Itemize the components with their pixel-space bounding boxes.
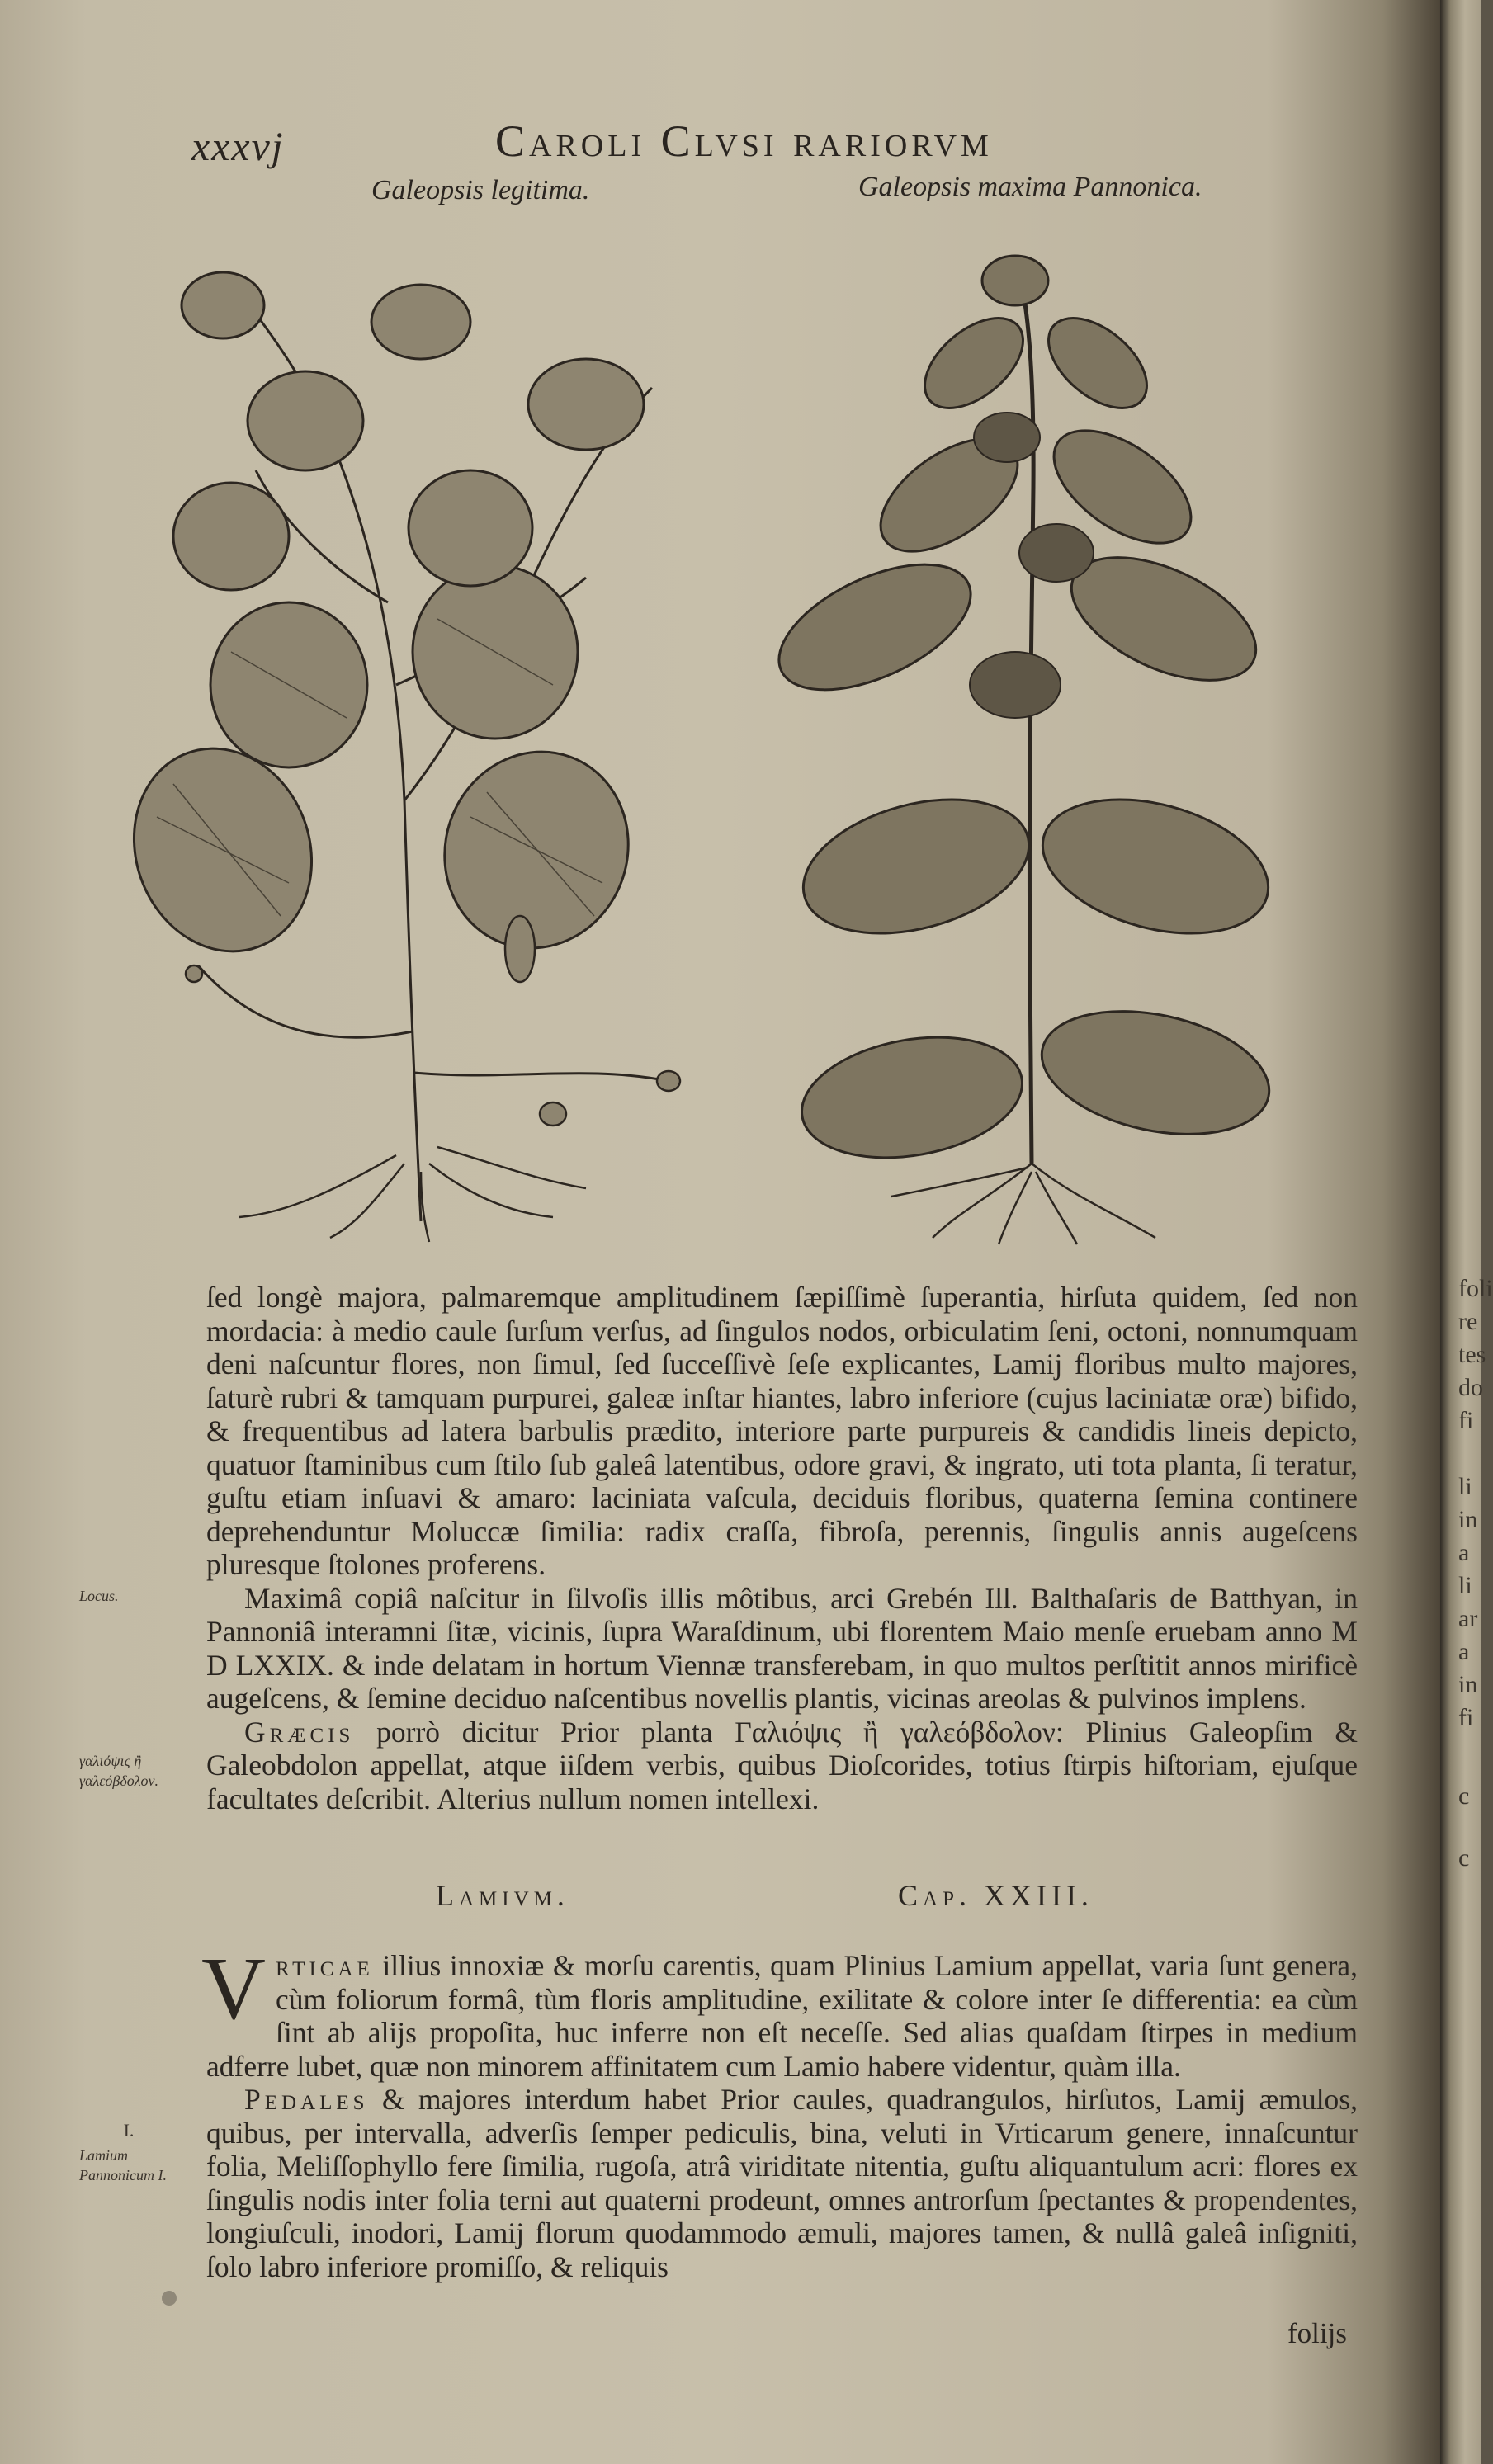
chapter-title: Lamivm. xyxy=(436,1879,569,1912)
pedales-lead-word: Pedales xyxy=(244,2083,369,2116)
edge-fragment: ar xyxy=(1458,1605,1478,1632)
edge-fragment: c xyxy=(1458,1844,1470,1872)
edge-fragment: in xyxy=(1458,1671,1478,1698)
greek-lead-word: Græcis xyxy=(244,1715,355,1749)
margin-note-greek: γαλιόψις ἢ γαλεόβδολον. xyxy=(79,1753,159,1789)
woodcut-galeopsis-legitima xyxy=(124,223,718,1246)
paragraph-locus: Maximâ copiâ naſcitur in ſilvoſis illis môtibus, arci Grebén Ill. Balthaſaris de Batthyan, in Pannoniâ interamni ſitæ, vicinis, ſupra Waraſdinum, ubi florentem Maio menſe eruebam anno M D LXXIX. & inde delatam in hortum Viennæ transferebam, in quo multos perſtitit annos mirificè augeſcens, & ſemine deciduo naſcentibus novellis plantis, vicinas areolas & pulvinos implens. xyxy=(206,1581,1358,1715)
figure-caption-left: Galeopsis legitima. xyxy=(371,175,590,205)
margin-note-locus: Locus. xyxy=(79,1588,119,1604)
page-header xyxy=(0,116,1440,182)
catchword: folijs xyxy=(1287,2317,1347,2349)
edge-fragment: re xyxy=(1458,1308,1478,1335)
paragraph-nomina xyxy=(206,1716,1358,1816)
chapter-heading xyxy=(0,1878,1440,1919)
chapter-text xyxy=(201,1940,1358,2283)
paragraph-description: ſed longè majora, palmaremque amplitudinem ſæpiſſimè ſuperantia, hirſuta quidem, ſed non mordacia: à medio caule ſurſum verſus, ad ſingulos nodos, orbiculatim ſeni, octoni, nonnumquam deni naſcuntur flores, non ſimul, ſed ſucceſſivè ſeſe explicantes, Lamij floribus multo majores, ſaturè rubri & tamquam purpurei, galeæ inſtar hiantes, labro inferiore (cujus laciniatæ oræ) bifido, & frequentibus ad latera barbulis prædito, interiore parte purpureis & candidis lineis depicto, quatuor ſtaminibus cum ſtilo ſub galeâ latentibus, odore gravi, & ingrato, uti tota planta, ſi teratur, guſtu etiam inſuavi & amaro: laciniata vaſcula, deciduis floribus, quaterna ſemina continere deprehenduntur Moluccæ ſimilia: radix craſſa, fibroſa, perennis, ſingulis annis augeſcens pluresque ſtolones proferens. xyxy=(206,1281,1358,1581)
running-title: Caroli Clvsi rariorvm xyxy=(495,116,993,166)
edge-fragment: tes xyxy=(1458,1341,1486,1368)
paragraph-lamium-i xyxy=(206,2083,1358,2283)
chapter-lead-word: rticae xyxy=(276,1949,374,1982)
chapter-intro xyxy=(201,1940,1358,2083)
edge-fragment: in xyxy=(1458,1506,1478,1533)
edge-fragment: li xyxy=(1458,1572,1472,1599)
edge-fragment: foli xyxy=(1458,1275,1493,1302)
margin-note-lamium: Lamium Pannonicum I. xyxy=(79,2147,167,2183)
chapter-number: Cap. XXIII. xyxy=(898,1879,1094,1912)
edge-fragment: a xyxy=(1458,1539,1470,1566)
figure-caption-right: Galeopsis maxima Pannonica. xyxy=(858,172,1202,202)
chapter-intro-text: illius innoxiæ & morſu carentis, quam Plinius Lamium appellat, varia ſunt genera, cùm foliorum formâ, tùm floris amplitudine, exilitate & colore inter ſe differentia: ea cùm ſint ab alijs propoſita, huc inferre non eſt neceſſe. Sed alias quaſdam ſtirpes in medium adferre lubet, quæ non minorem affinitatem cum Lamio habere videntur, quàm illa. xyxy=(206,1949,1358,2083)
adjacent-page-edge xyxy=(1440,0,1493,2464)
edge-fragment: fi xyxy=(1458,1407,1474,1434)
margin-number: I. xyxy=(123,2120,135,2141)
drop-capital: V xyxy=(201,1940,266,2038)
edge-fragment: a xyxy=(1458,1638,1470,1665)
edge-fragment: c xyxy=(1458,1782,1470,1810)
continuation-text xyxy=(206,1281,1358,1815)
edge-fragment: do xyxy=(1458,1374,1483,1401)
ink-smudge xyxy=(162,2291,177,2306)
woodcut-galeopsis-maxima-pannonica xyxy=(768,223,1296,1246)
paragraph-lamium-i-text: & majores interdum habet Prior caules, quadrangulos, hirſutos, Lamij æmulos, quibus, per intervalla, adverſis ſemper pediculis, bina, veluti in Vrticarum genere, innaſcuntur folia, Meliſſophyllo fere ſimilia, rugoſa, atrâ viriditate nitentia, guſtu aliquantulum acri: flores ex ſingulis nodis inter folia terni aut quaterni prodeunt, omnes antrorſum ſpectantes & propendentes, longiuſculi, inodori, Lamij florum quodammodo æmuli, majores tamen, & nullâ galeâ inſigniti, ſolo labro inferiore promiſſo, & reliquis xyxy=(206,2083,1358,2283)
paragraph-nomina-text: porrò dicitur Prior planta Γαλιόψις ἢ γαλεόβδολον: Plinius Galeopſim & Galeobdolon appellat, atque iiſdem verbis, quibus Dioſcorides, totius ſtirpis hiſtoriam, ejuſque facultates deſcribit. Alterius nullum nomen intellexi. xyxy=(206,1715,1358,1815)
edge-fragment: li xyxy=(1458,1473,1472,1500)
edge-fragment: fi xyxy=(1458,1704,1474,1731)
folio-number: xxxvj xyxy=(191,123,285,169)
